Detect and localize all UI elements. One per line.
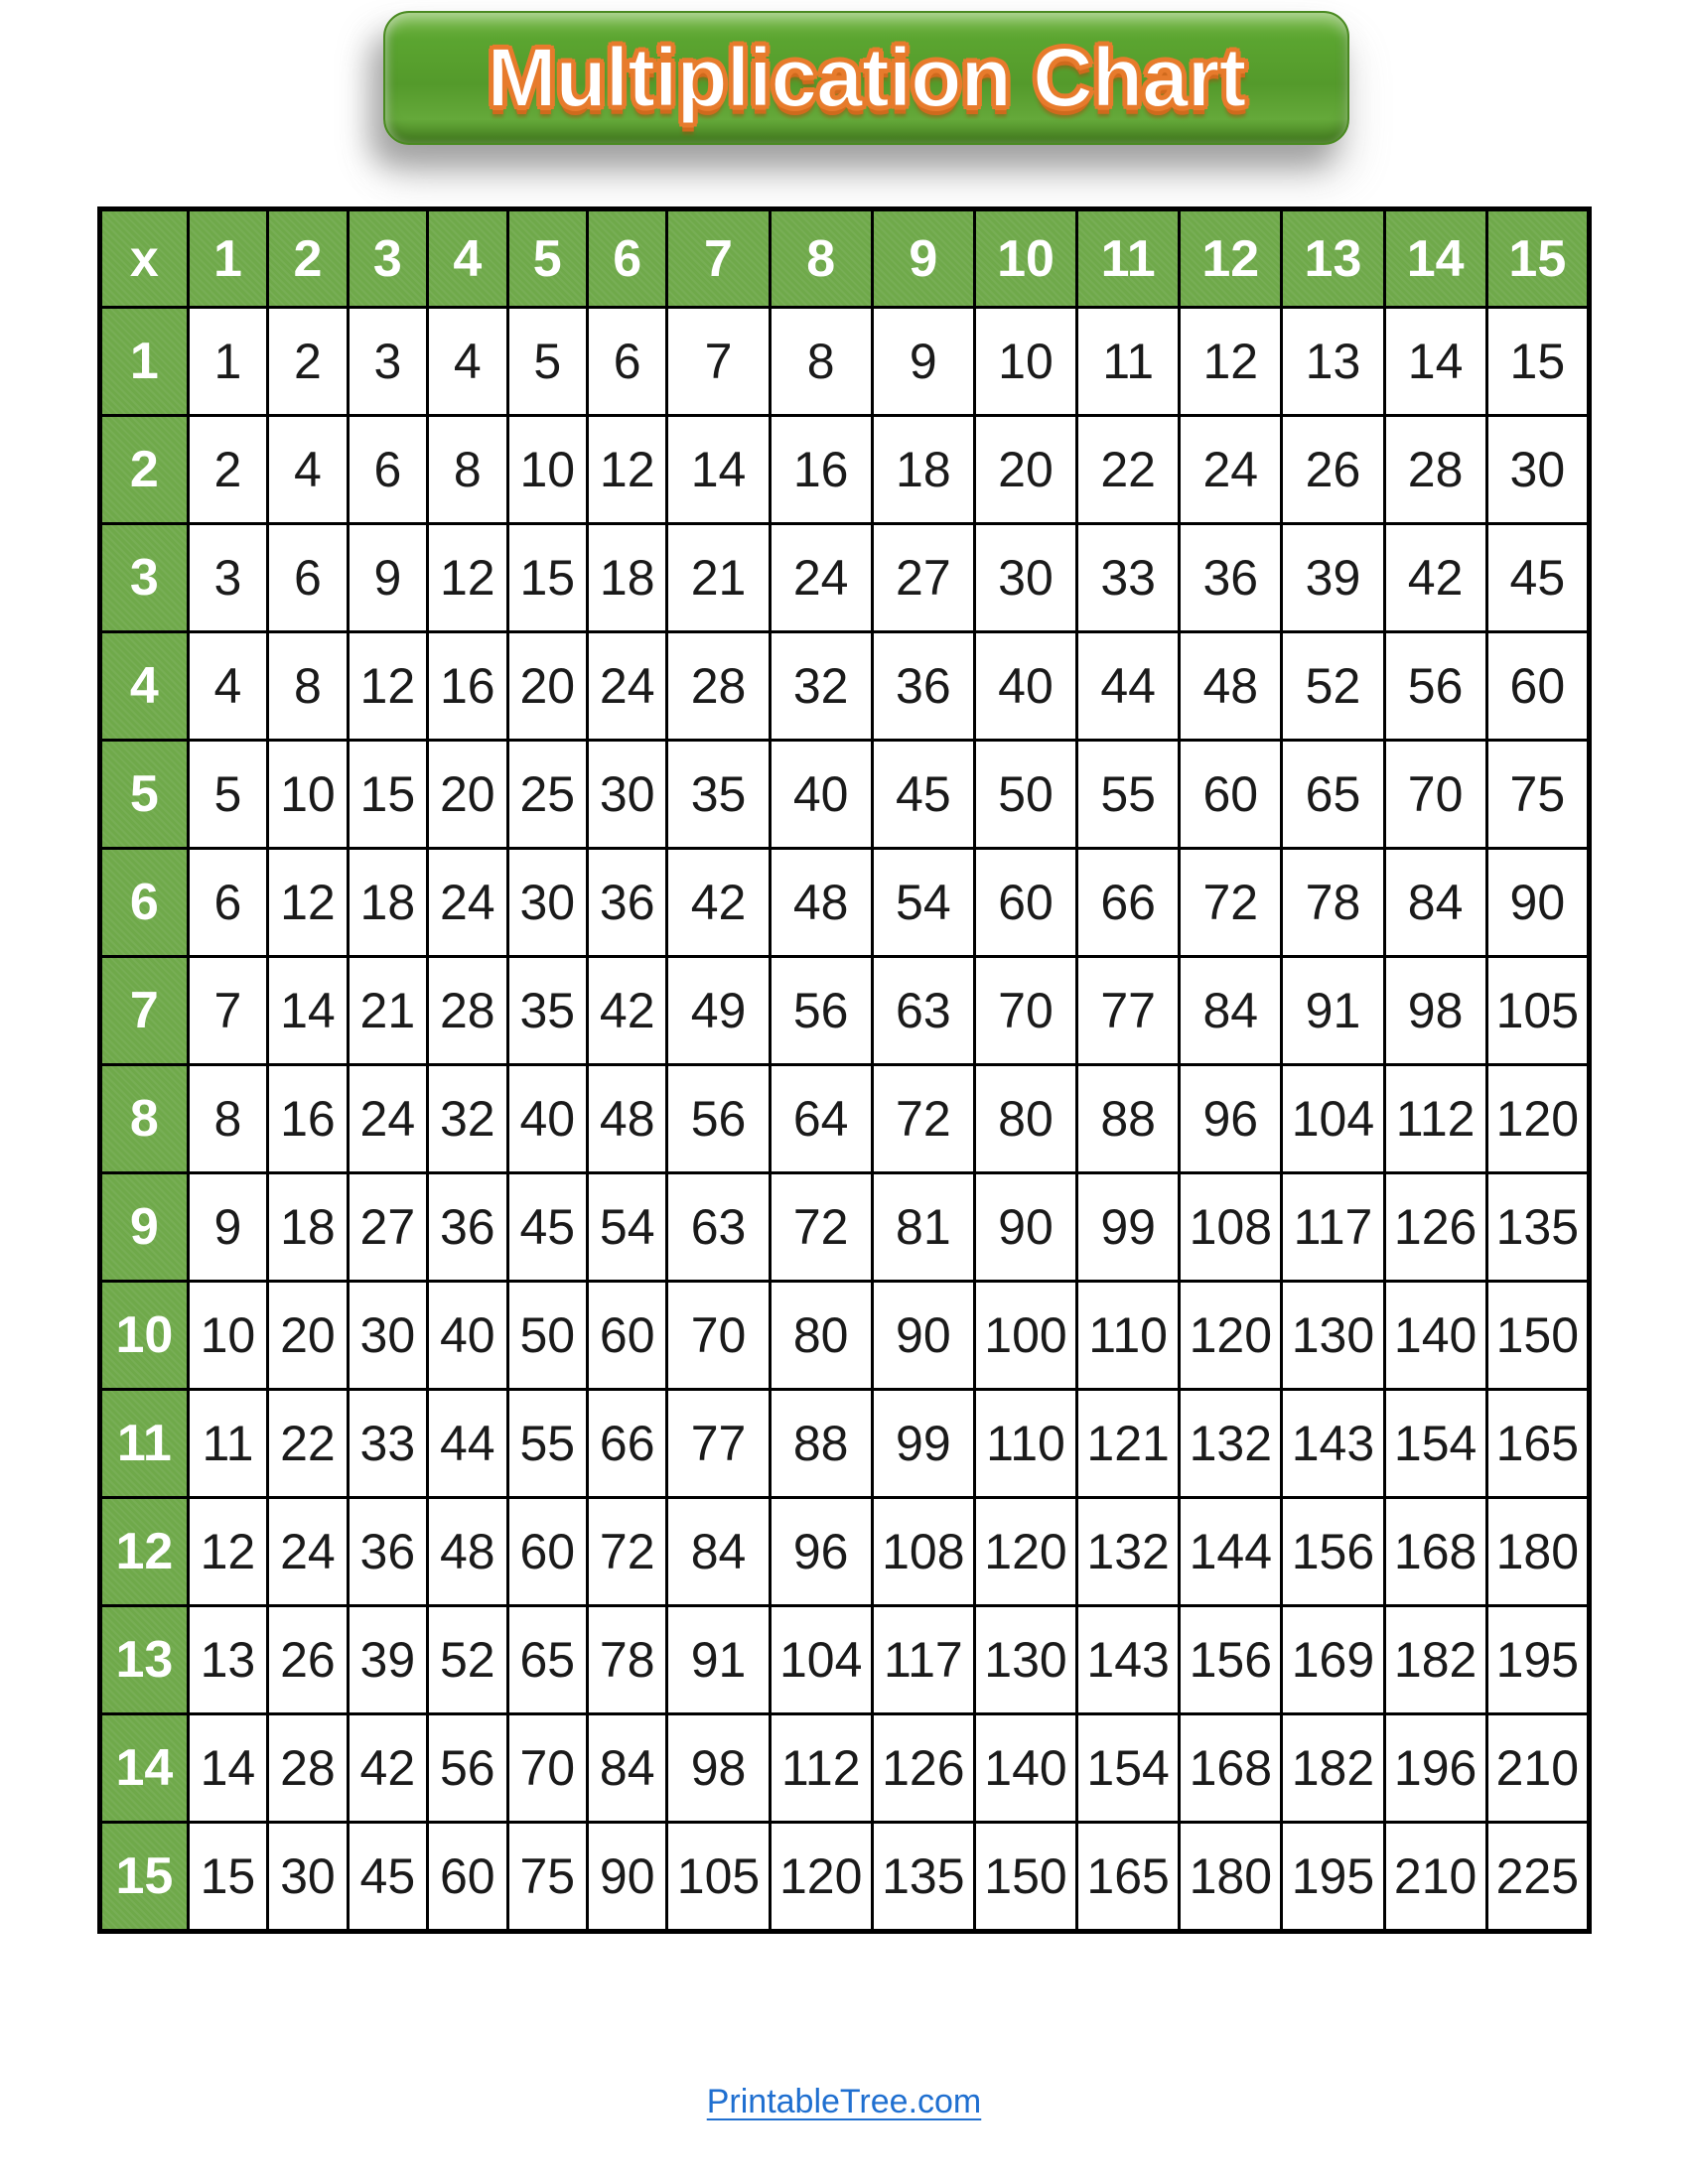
product-cell: 27 [872, 524, 974, 632]
product-cell: 196 [1384, 1714, 1486, 1823]
product-cell: 12 [188, 1498, 267, 1606]
product-cell: 14 [268, 957, 348, 1065]
product-cell: 60 [974, 849, 1076, 957]
product-cell: 120 [974, 1498, 1076, 1606]
row-header: 12 [100, 1498, 189, 1606]
product-cell: 182 [1282, 1714, 1384, 1823]
product-cell: 60 [1180, 741, 1282, 849]
row-header: 7 [100, 957, 189, 1065]
column-header: 14 [1384, 209, 1486, 308]
product-cell: 63 [667, 1173, 770, 1282]
product-cell: 39 [348, 1606, 427, 1714]
product-cell: 6 [348, 416, 427, 524]
product-cell: 210 [1384, 1823, 1486, 1932]
product-cell: 130 [974, 1606, 1076, 1714]
product-cell: 22 [1077, 416, 1180, 524]
product-cell: 54 [872, 849, 974, 957]
table-row [100, 741, 1590, 849]
product-cell: 63 [872, 957, 974, 1065]
product-cell: 4 [188, 632, 267, 741]
product-cell: 154 [1077, 1714, 1180, 1823]
product-cell: 99 [872, 1390, 974, 1498]
product-cell: 18 [348, 849, 427, 957]
product-cell: 48 [587, 1065, 666, 1173]
product-cell: 7 [188, 957, 267, 1065]
product-cell: 15 [1486, 308, 1589, 416]
product-cell: 143 [1282, 1390, 1384, 1498]
printabletree-link[interactable]: PrintableTree.com [706, 2083, 982, 2120]
product-cell: 50 [974, 741, 1076, 849]
product-cell: 20 [507, 632, 587, 741]
product-cell: 15 [188, 1823, 267, 1932]
product-cell: 108 [1180, 1173, 1282, 1282]
table-row [100, 308, 1590, 416]
product-cell: 35 [667, 741, 770, 849]
product-cell: 168 [1180, 1714, 1282, 1823]
product-cell: 104 [770, 1606, 872, 1714]
product-cell: 56 [1384, 632, 1486, 741]
product-cell: 80 [770, 1282, 872, 1390]
product-cell: 18 [872, 416, 974, 524]
product-cell: 30 [587, 741, 666, 849]
header-row [100, 209, 1590, 308]
product-cell: 84 [1180, 957, 1282, 1065]
product-cell: 15 [507, 524, 587, 632]
product-cell: 2 [188, 416, 267, 524]
column-header: 9 [872, 209, 974, 308]
product-cell: 60 [1486, 632, 1589, 741]
product-cell: 24 [428, 849, 507, 957]
row-header: 1 [100, 308, 189, 416]
product-cell: 140 [1384, 1282, 1486, 1390]
table-row [100, 1173, 1590, 1282]
product-cell: 30 [507, 849, 587, 957]
product-cell: 180 [1180, 1823, 1282, 1932]
table-row [100, 1498, 1590, 1606]
multiplication-table [97, 206, 1592, 1934]
product-cell: 84 [667, 1498, 770, 1606]
product-cell: 22 [268, 1390, 348, 1498]
product-cell: 117 [1282, 1173, 1384, 1282]
product-cell: 14 [667, 416, 770, 524]
product-cell: 26 [1282, 416, 1384, 524]
product-cell: 5 [188, 741, 267, 849]
product-cell: 30 [974, 524, 1076, 632]
product-cell: 120 [1486, 1065, 1589, 1173]
product-cell: 100 [974, 1282, 1076, 1390]
product-cell: 195 [1282, 1823, 1384, 1932]
product-cell: 90 [974, 1173, 1076, 1282]
product-cell: 70 [974, 957, 1076, 1065]
product-cell: 1 [188, 308, 267, 416]
product-cell: 2 [268, 308, 348, 416]
product-cell: 36 [428, 1173, 507, 1282]
column-header: 3 [348, 209, 427, 308]
product-cell: 70 [507, 1714, 587, 1823]
product-cell: 21 [348, 957, 427, 1065]
product-cell: 36 [587, 849, 666, 957]
product-cell: 32 [428, 1065, 507, 1173]
product-cell: 14 [188, 1714, 267, 1823]
product-cell: 12 [348, 632, 427, 741]
product-cell: 9 [348, 524, 427, 632]
product-cell: 13 [188, 1606, 267, 1714]
footer [0, 2083, 1688, 2121]
product-cell: 117 [872, 1606, 974, 1714]
product-cell: 56 [667, 1065, 770, 1173]
product-cell: 16 [770, 416, 872, 524]
product-cell: 80 [974, 1065, 1076, 1173]
product-cell: 52 [1282, 632, 1384, 741]
product-cell: 44 [1077, 632, 1180, 741]
table-row [100, 1714, 1590, 1823]
product-cell: 36 [348, 1498, 427, 1606]
product-cell: 225 [1486, 1823, 1589, 1932]
product-cell: 16 [428, 632, 507, 741]
product-cell: 70 [1384, 741, 1486, 849]
product-cell: 10 [507, 416, 587, 524]
product-cell: 24 [1180, 416, 1282, 524]
row-header: 15 [100, 1823, 189, 1932]
product-cell: 182 [1384, 1606, 1486, 1714]
row-header: 9 [100, 1173, 189, 1282]
product-cell: 55 [507, 1390, 587, 1498]
product-cell: 42 [667, 849, 770, 957]
column-header: 4 [428, 209, 507, 308]
table-row [100, 1282, 1590, 1390]
product-cell: 40 [770, 741, 872, 849]
row-header: 14 [100, 1714, 189, 1823]
product-cell: 20 [428, 741, 507, 849]
column-header: 8 [770, 209, 872, 308]
column-header: 13 [1282, 209, 1384, 308]
product-cell: 96 [1180, 1065, 1282, 1173]
product-cell: 12 [268, 849, 348, 957]
product-cell: 40 [507, 1065, 587, 1173]
product-cell: 28 [268, 1714, 348, 1823]
product-cell: 9 [188, 1173, 267, 1282]
product-cell: 45 [872, 741, 974, 849]
product-cell: 169 [1282, 1606, 1384, 1714]
product-cell: 144 [1180, 1498, 1282, 1606]
product-cell: 88 [770, 1390, 872, 1498]
product-cell: 9 [872, 308, 974, 416]
product-cell: 33 [1077, 524, 1180, 632]
product-cell: 40 [974, 632, 1076, 741]
product-cell: 90 [872, 1282, 974, 1390]
row-header: 2 [100, 416, 189, 524]
column-header: 7 [667, 209, 770, 308]
product-cell: 60 [587, 1282, 666, 1390]
product-cell: 24 [348, 1065, 427, 1173]
row-header: 10 [100, 1282, 189, 1390]
row-header: 8 [100, 1065, 189, 1173]
product-cell: 4 [268, 416, 348, 524]
product-cell: 7 [667, 308, 770, 416]
product-cell: 18 [268, 1173, 348, 1282]
product-cell: 105 [667, 1823, 770, 1932]
product-cell: 33 [348, 1390, 427, 1498]
product-cell: 156 [1282, 1498, 1384, 1606]
product-cell: 60 [428, 1823, 507, 1932]
product-cell: 91 [667, 1606, 770, 1714]
product-cell: 6 [268, 524, 348, 632]
product-cell: 12 [587, 416, 666, 524]
product-cell: 28 [1384, 416, 1486, 524]
product-cell: 30 [348, 1282, 427, 1390]
product-cell: 126 [1384, 1173, 1486, 1282]
product-cell: 18 [587, 524, 666, 632]
table-row [100, 1390, 1590, 1498]
product-cell: 16 [268, 1065, 348, 1173]
product-cell: 112 [770, 1714, 872, 1823]
product-cell: 72 [872, 1065, 974, 1173]
product-cell: 60 [507, 1498, 587, 1606]
row-header: 11 [100, 1390, 189, 1498]
product-cell: 24 [587, 632, 666, 741]
product-cell: 66 [587, 1390, 666, 1498]
product-cell: 72 [587, 1498, 666, 1606]
product-cell: 75 [507, 1823, 587, 1932]
product-cell: 165 [1077, 1823, 1180, 1932]
product-cell: 24 [268, 1498, 348, 1606]
product-cell: 91 [1282, 957, 1384, 1065]
product-cell: 11 [188, 1390, 267, 1498]
product-cell: 26 [268, 1606, 348, 1714]
product-cell: 132 [1180, 1390, 1282, 1498]
table-row [100, 1065, 1590, 1173]
product-cell: 44 [428, 1390, 507, 1498]
product-cell: 120 [770, 1823, 872, 1932]
product-cell: 121 [1077, 1390, 1180, 1498]
product-cell: 24 [770, 524, 872, 632]
product-cell: 84 [587, 1714, 666, 1823]
product-cell: 10 [268, 741, 348, 849]
product-cell: 108 [872, 1498, 974, 1606]
product-cell: 4 [428, 308, 507, 416]
row-header: 5 [100, 741, 189, 849]
product-cell: 140 [974, 1714, 1076, 1823]
product-cell: 77 [1077, 957, 1180, 1065]
product-cell: 110 [1077, 1282, 1180, 1390]
product-cell: 168 [1384, 1498, 1486, 1606]
product-cell: 70 [667, 1282, 770, 1390]
table-row [100, 524, 1590, 632]
column-header: 5 [507, 209, 587, 308]
product-cell: 45 [507, 1173, 587, 1282]
product-cell: 66 [1077, 849, 1180, 957]
product-cell: 55 [1077, 741, 1180, 849]
product-cell: 15 [348, 741, 427, 849]
row-header: 3 [100, 524, 189, 632]
product-cell: 3 [188, 524, 267, 632]
product-cell: 156 [1180, 1606, 1282, 1714]
product-cell: 25 [507, 741, 587, 849]
product-cell: 50 [507, 1282, 587, 1390]
product-cell: 12 [1180, 308, 1282, 416]
product-cell: 126 [872, 1714, 974, 1823]
product-cell: 96 [770, 1498, 872, 1606]
product-cell: 90 [587, 1823, 666, 1932]
product-cell: 39 [1282, 524, 1384, 632]
table-row [100, 957, 1590, 1065]
product-cell: 5 [507, 308, 587, 416]
product-cell: 64 [770, 1065, 872, 1173]
product-cell: 11 [1077, 308, 1180, 416]
product-cell: 84 [1384, 849, 1486, 957]
product-cell: 10 [188, 1282, 267, 1390]
product-cell: 77 [667, 1390, 770, 1498]
product-cell: 150 [1486, 1282, 1589, 1390]
column-header: 10 [974, 209, 1076, 308]
product-cell: 130 [1282, 1282, 1384, 1390]
product-cell: 35 [507, 957, 587, 1065]
product-cell: 88 [1077, 1065, 1180, 1173]
row-header: 13 [100, 1606, 189, 1714]
product-cell: 135 [872, 1823, 974, 1932]
product-cell: 6 [587, 308, 666, 416]
product-cell: 143 [1077, 1606, 1180, 1714]
product-cell: 120 [1180, 1282, 1282, 1390]
product-cell: 49 [667, 957, 770, 1065]
column-header: 12 [1180, 209, 1282, 308]
product-cell: 8 [188, 1065, 267, 1173]
product-cell: 132 [1077, 1498, 1180, 1606]
product-cell: 40 [428, 1282, 507, 1390]
column-header: 15 [1486, 209, 1589, 308]
product-cell: 78 [1282, 849, 1384, 957]
product-cell: 32 [770, 632, 872, 741]
table-row [100, 1606, 1590, 1714]
column-header: 6 [587, 209, 666, 308]
product-cell: 20 [268, 1282, 348, 1390]
corner-cell: x [100, 209, 189, 308]
product-cell: 110 [974, 1390, 1076, 1498]
product-cell: 36 [1180, 524, 1282, 632]
product-cell: 99 [1077, 1173, 1180, 1282]
product-cell: 12 [428, 524, 507, 632]
product-cell: 13 [1282, 308, 1384, 416]
product-cell: 14 [1384, 308, 1486, 416]
product-cell: 154 [1384, 1390, 1486, 1498]
product-cell: 75 [1486, 741, 1589, 849]
product-cell: 42 [587, 957, 666, 1065]
product-cell: 45 [348, 1823, 427, 1932]
product-cell: 36 [872, 632, 974, 741]
product-cell: 150 [974, 1823, 1076, 1932]
product-cell: 105 [1486, 957, 1589, 1065]
table-row [100, 1823, 1590, 1932]
column-header: 11 [1077, 209, 1180, 308]
product-cell: 48 [1180, 632, 1282, 741]
product-cell: 165 [1486, 1390, 1589, 1498]
product-cell: 135 [1486, 1173, 1589, 1282]
product-cell: 98 [667, 1714, 770, 1823]
product-cell: 180 [1486, 1498, 1589, 1606]
product-cell: 56 [770, 957, 872, 1065]
product-cell: 42 [1384, 524, 1486, 632]
product-cell: 48 [770, 849, 872, 957]
product-cell: 72 [1180, 849, 1282, 957]
product-cell: 3 [348, 308, 427, 416]
table-row [100, 416, 1590, 524]
product-cell: 112 [1384, 1065, 1486, 1173]
row-header: 6 [100, 849, 189, 957]
product-cell: 65 [507, 1606, 587, 1714]
table-row [100, 632, 1590, 741]
product-cell: 52 [428, 1606, 507, 1714]
product-cell: 210 [1486, 1714, 1589, 1823]
product-cell: 90 [1486, 849, 1589, 957]
product-cell: 104 [1282, 1065, 1384, 1173]
product-cell: 54 [587, 1173, 666, 1282]
product-cell: 27 [348, 1173, 427, 1282]
product-cell: 8 [770, 308, 872, 416]
product-cell: 21 [667, 524, 770, 632]
row-header: 4 [100, 632, 189, 741]
product-cell: 6 [188, 849, 267, 957]
page-title: Multiplication Chart [487, 31, 1246, 124]
product-cell: 56 [428, 1714, 507, 1823]
product-cell: 45 [1486, 524, 1589, 632]
product-cell: 78 [587, 1606, 666, 1714]
title-banner [383, 11, 1349, 145]
product-cell: 8 [428, 416, 507, 524]
product-cell: 8 [268, 632, 348, 741]
product-cell: 48 [428, 1498, 507, 1606]
product-cell: 42 [348, 1714, 427, 1823]
product-cell: 28 [428, 957, 507, 1065]
column-header: 2 [268, 209, 348, 308]
product-cell: 65 [1282, 741, 1384, 849]
product-cell: 30 [1486, 416, 1589, 524]
product-cell: 81 [872, 1173, 974, 1282]
table-row [100, 849, 1590, 957]
product-cell: 98 [1384, 957, 1486, 1065]
column-header: 1 [188, 209, 267, 308]
product-cell: 195 [1486, 1606, 1589, 1714]
product-cell: 20 [974, 416, 1076, 524]
product-cell: 30 [268, 1823, 348, 1932]
product-cell: 28 [667, 632, 770, 741]
product-cell: 10 [974, 308, 1076, 416]
product-cell: 72 [770, 1173, 872, 1282]
